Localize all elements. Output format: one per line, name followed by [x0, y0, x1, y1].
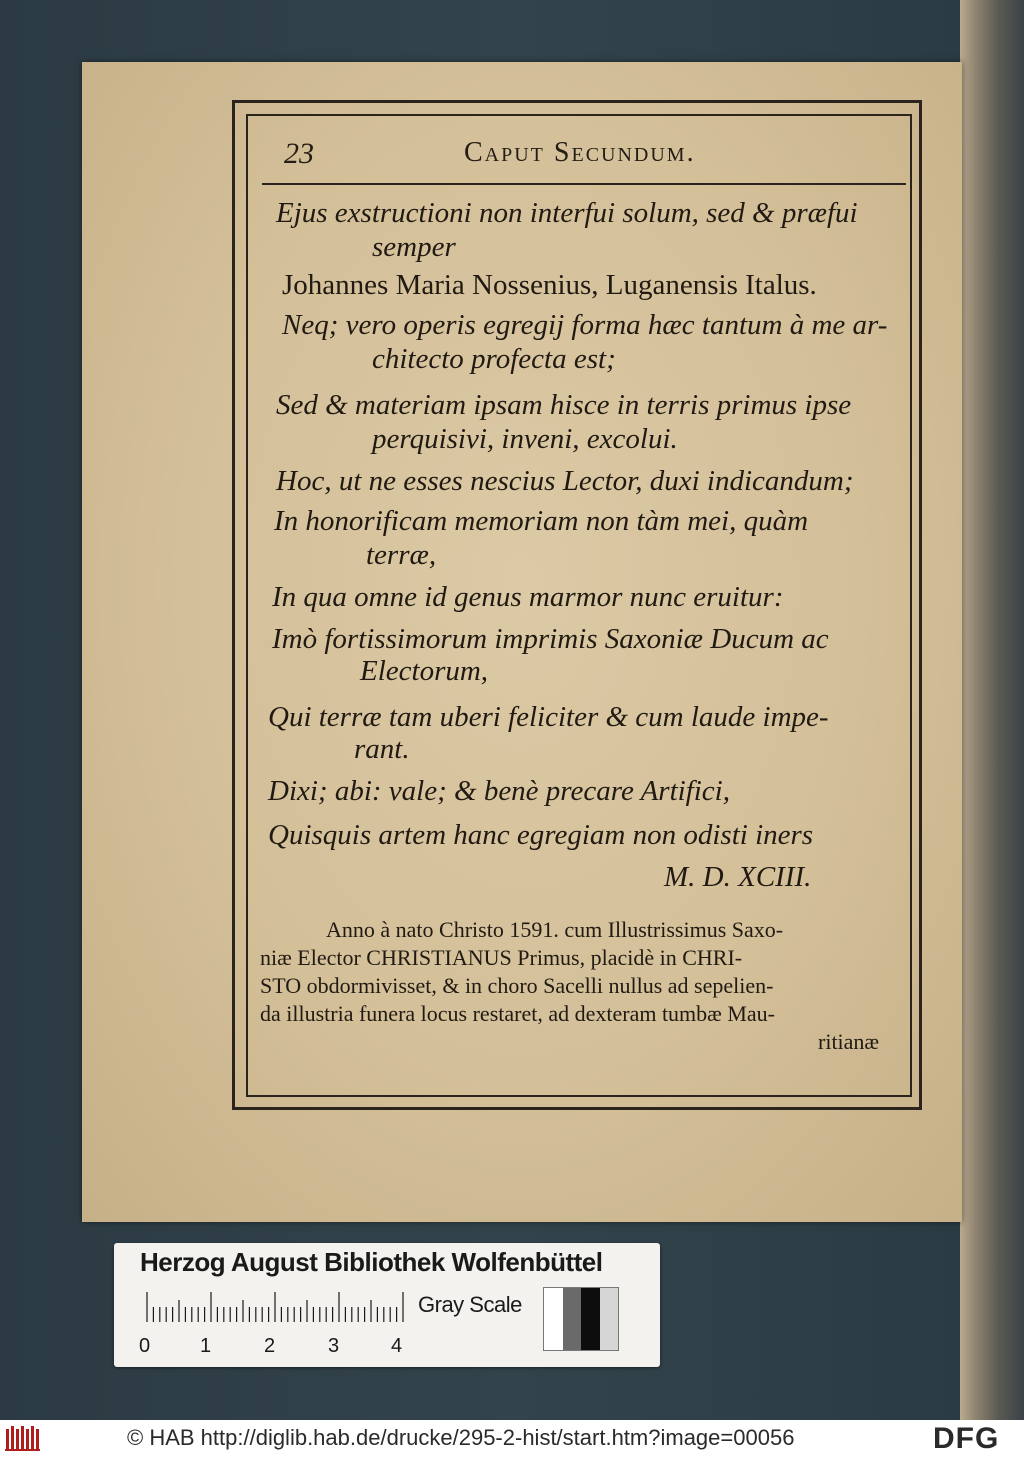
verse-line: Hoc, ut ne esses nescius Lector, duxi indicandum; — [276, 465, 854, 497]
verse-line: Johannes Maria Nossenius, Luganensis Italus. — [282, 269, 817, 301]
prose-catchword: ritianæ — [818, 1029, 880, 1054]
dfg-logo: DFG — [933, 1422, 1000, 1455]
ruler-scale — [145, 1292, 407, 1322]
prose-line: da illustria funera locus restaret, ad dexteram tumbæ Mau- — [260, 1001, 775, 1026]
verse-line: Imò fortissimorum imprimis Saxoniæ Ducum ac — [272, 623, 829, 655]
gray-swatch — [600, 1288, 619, 1350]
page-number: 23 — [284, 137, 314, 170]
verse-line: Neq; vero operis egregij forma hæc tantum à me ar- — [282, 309, 888, 341]
verse-line: Ejus exstructioni non interfui solum, sed & præfui — [276, 197, 858, 229]
gray-swatch — [563, 1288, 582, 1350]
library-name: Herzog August Bibliothek Wolfenbüttel — [140, 1247, 603, 1277]
verse-line: chitecto profecta est; — [372, 343, 616, 375]
prose-line: niæ Elector CHRISTIANUS Primus, placidè in CHRI- — [260, 945, 743, 970]
verse-date: M. D. XCIII. — [664, 861, 812, 893]
prose-line: STO obdormivisset, & in choro Sacelli nullus ad sepelien- — [260, 973, 774, 998]
verse-line: semper — [372, 231, 456, 263]
ruler-number: 3 — [328, 1335, 340, 1357]
gray-scale-label: Gray Scale — [418, 1292, 522, 1317]
ruler-number: 4 — [391, 1335, 403, 1357]
ruler-number: 2 — [264, 1335, 276, 1357]
verse-line: Electorum, — [360, 655, 489, 687]
verse-line: terræ, — [366, 539, 437, 571]
prose-line: Anno à nato Christo 1591. cum Illustrissimus Saxo- — [326, 917, 784, 942]
gray-swatch — [544, 1288, 563, 1350]
running-head: Caput Secundum. — [464, 137, 696, 168]
verse-line: rant. — [354, 733, 410, 765]
header-rule — [262, 183, 906, 185]
gray-scale-swatches — [543, 1287, 619, 1351]
verse-line: In honorificam memoriam non tàm mei, quàm — [274, 505, 809, 537]
gray-swatch — [581, 1288, 600, 1350]
ruler-number: 0 — [139, 1335, 151, 1357]
verse-line: Sed & materiam ipsam hisce in terris primus ipse — [276, 389, 852, 421]
verse-line: perquisivi, inveni, excolui. — [372, 423, 678, 455]
verse-line: In qua omne id genus marmor nunc eruitur: — [272, 581, 784, 613]
footer-copyright-link[interactable]: © HAB http://diglib.hab.de/drucke/295-2-hist/start.htm?image=00056 — [127, 1425, 795, 1450]
verse-line: Qui terræ tam uberi feliciter & cum laude impe- — [268, 701, 829, 733]
verse-line: Quisquis artem hanc egregiam non odisti iners — [268, 819, 814, 851]
ruler-number: 1 — [200, 1335, 212, 1357]
book-spine-edge — [960, 0, 1024, 1420]
verse-line: Dixi; abi: vale; & benè precare Artifici, — [268, 775, 730, 807]
hab-logo-icon — [4, 1423, 42, 1453]
